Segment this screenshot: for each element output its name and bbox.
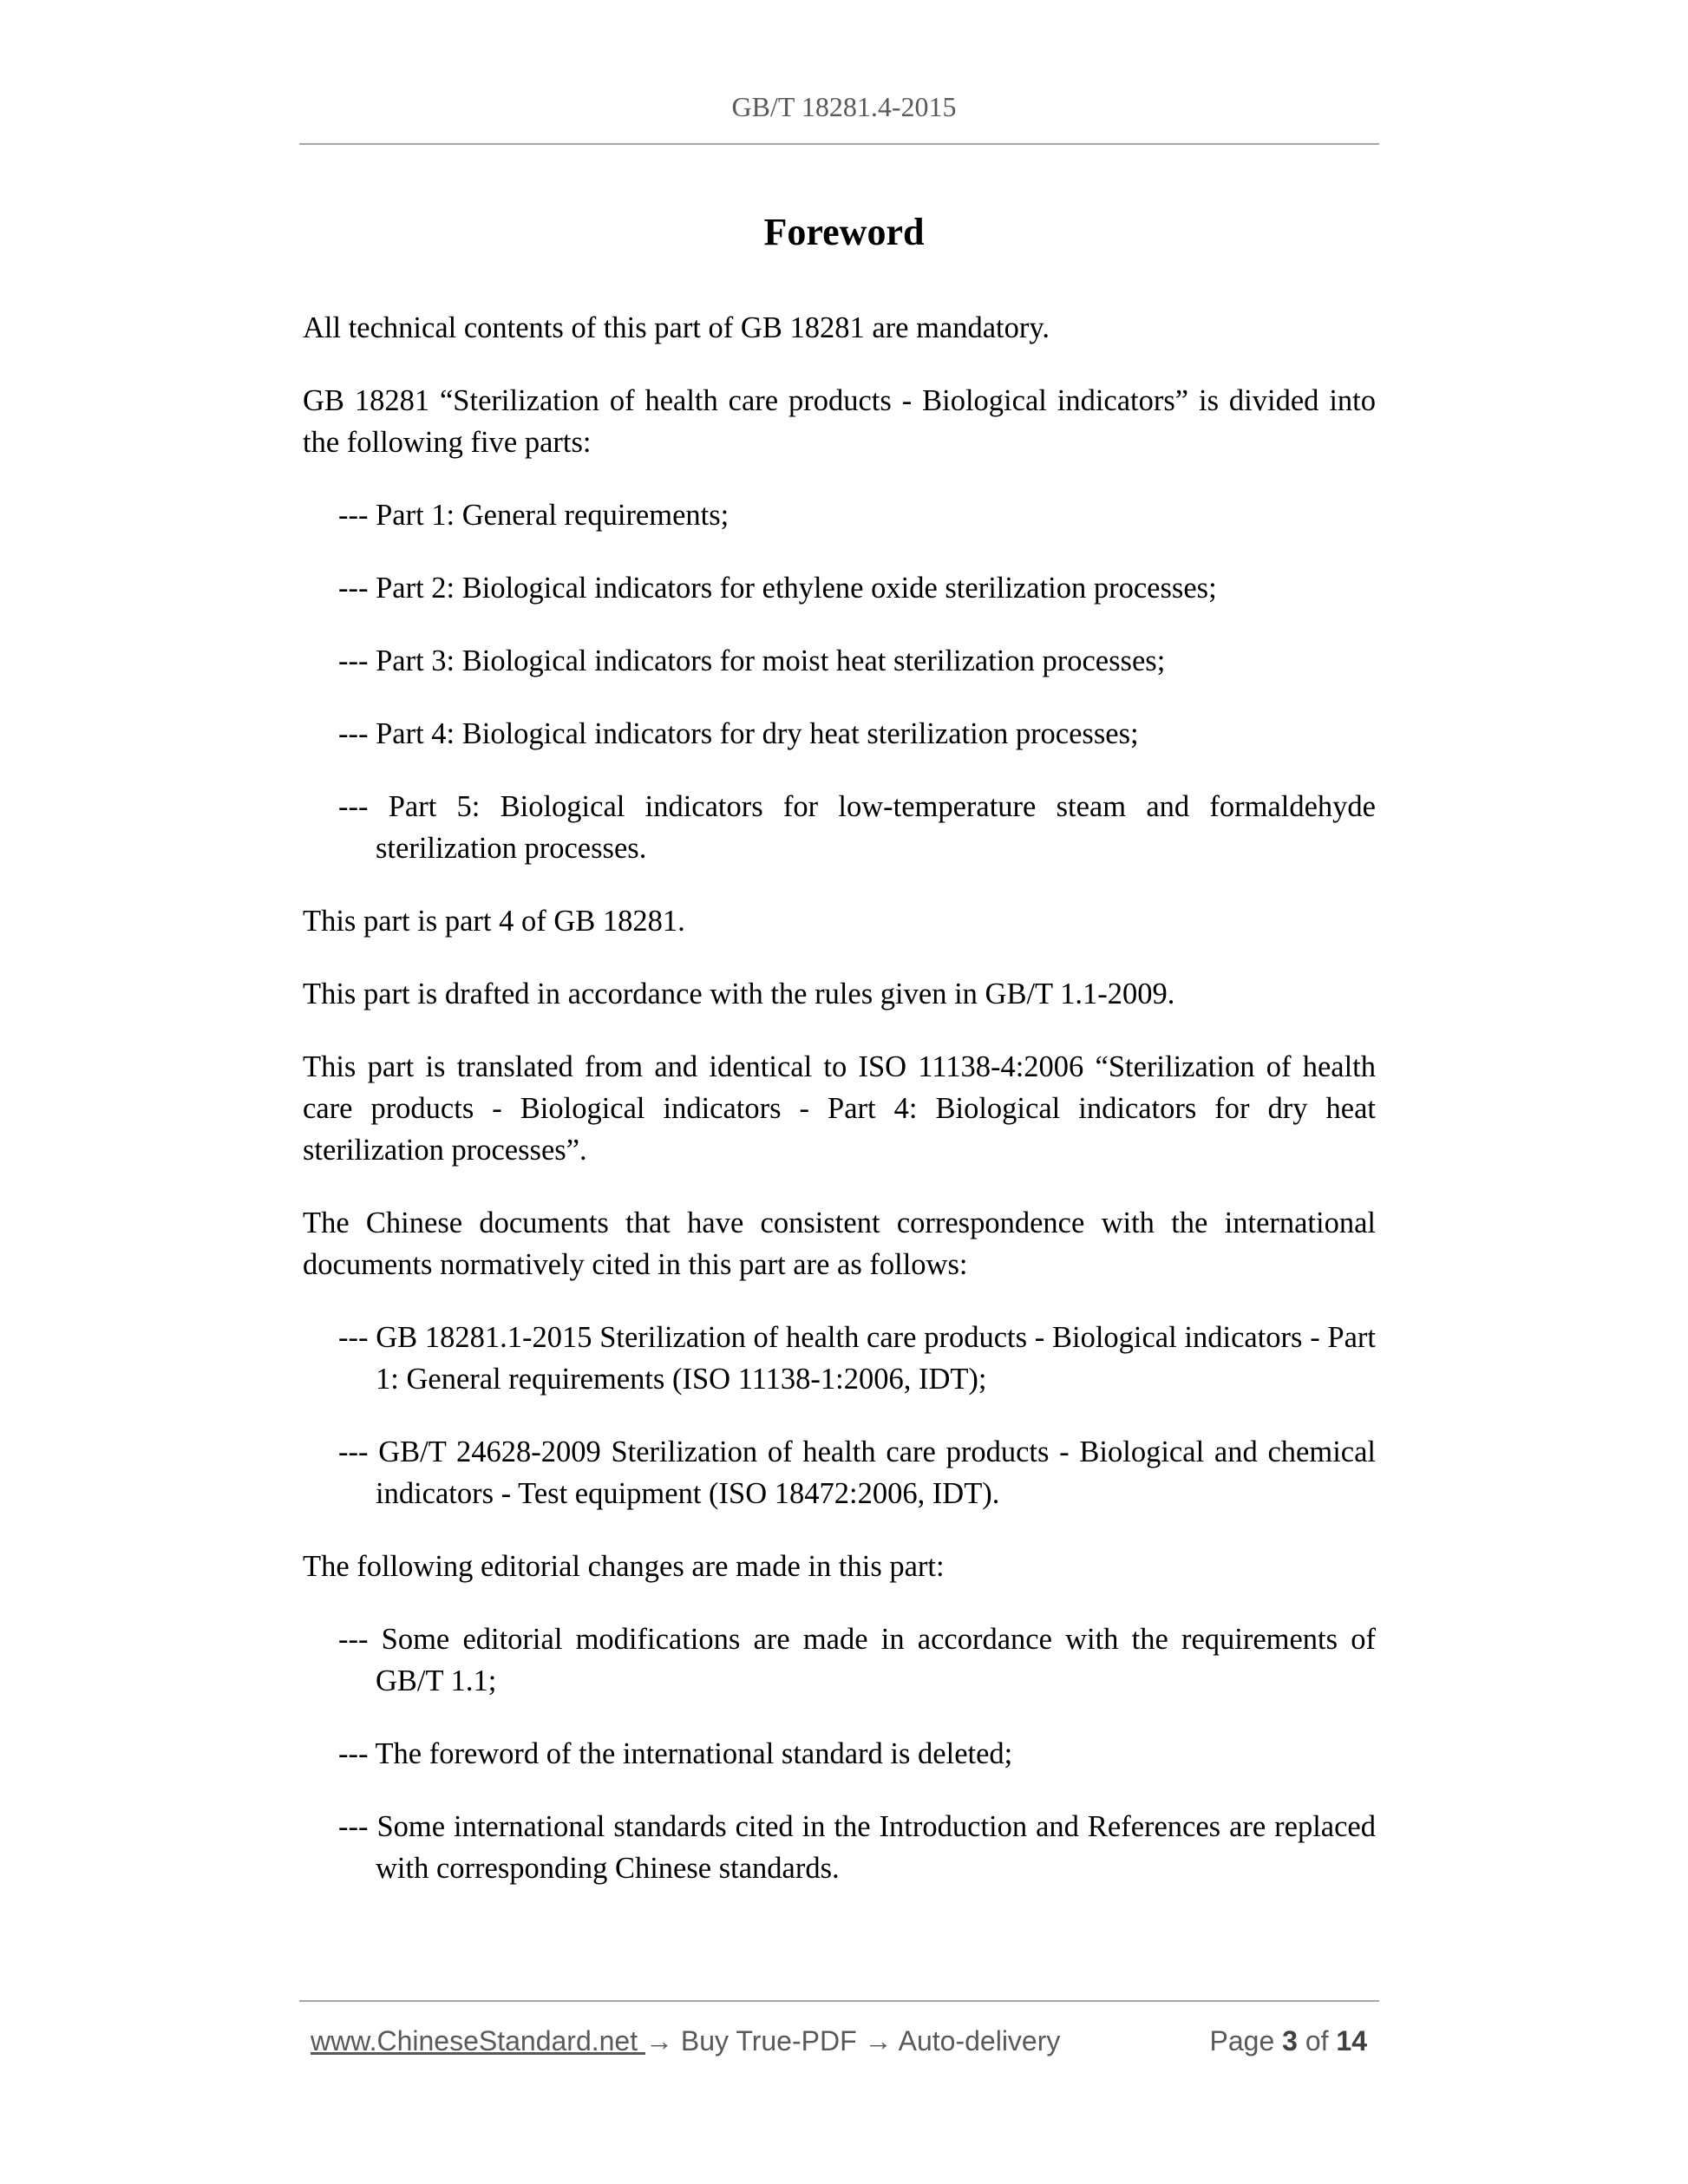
- footer-divider: [299, 2000, 1379, 2002]
- page-label: Page: [1209, 2025, 1275, 2056]
- list-item: --- Part 1: General requirements;: [338, 499, 730, 532]
- list-item: --- GB/T 24628-2009 Sterilization of health care products - Biological and chemical indicators - Test equipment (ISO 18472:2006, IDT).: [338, 1435, 1376, 1510]
- paragraph: The Chinese documents that have consistent correspondence with the international documents normatively cited in this part are as follows:: [303, 1206, 1376, 1281]
- list-item: --- Some international standards cited in the Introduction and References are replaced with corresponding Chinese standards.: [338, 1810, 1376, 1885]
- paragraph: This part is translated from and identical to ISO 11138-4:2006 “Sterilization of health care products - Biological indicators - Part 4: Biological indicators for dry heat sterilization processes”.: [303, 1050, 1376, 1167]
- paragraph: The following editorial changes are made in this part:: [303, 1550, 945, 1583]
- list-item: --- The foreword of the international standard is deleted;: [338, 1737, 1013, 1770]
- list-item: --- GB 18281.1-2015 Sterilization of health care products - Biological indicators - Part 1: General requirements (ISO 11138-1:2006, IDT);: [338, 1321, 1376, 1396]
- page-number: [1210, 2021, 1367, 2061]
- footer-tagline: → Buy True-PDF → Auto-delivery: [645, 2025, 1061, 2056]
- list-item: --- Some editorial modifications are made in accordance with the requirements of GB/T 1.1;: [338, 1623, 1376, 1697]
- website-link[interactable]: www.ChineseStandard.net: [311, 2025, 645, 2056]
- paragraph: This part is drafted in accordance with the rules given in GB/T 1.1-2009.: [303, 978, 1175, 1010]
- list-item: --- Part 2: Biological indicators for ethylene oxide sterilization processes;: [338, 572, 1217, 605]
- paragraph: This part is part 4 of GB 18281.: [303, 905, 685, 938]
- list-item: --- Part 4: Biological indicators for dry heat sterilization processes;: [338, 717, 1139, 750]
- page-of-label: of: [1305, 2025, 1329, 2056]
- list-item: --- Part 5: Biological indicators for low-temperature steam and formaldehyde sterilization processes.: [338, 790, 1376, 865]
- section-heading: Foreword: [763, 211, 925, 253]
- header-divider: [299, 143, 1379, 145]
- paragraph: GB 18281 “Sterilization of health care products - Biological indicators” is divided into the following five parts:: [303, 384, 1376, 459]
- page-footer: [311, 2021, 1373, 2061]
- paragraph: All technical contents of this part of GB 18281 are mandatory.: [303, 311, 1050, 344]
- footer-left: [311, 2021, 1060, 2061]
- header-standard-number: GB/T 18281.4-2015: [731, 91, 957, 122]
- page-current: 3: [1282, 2025, 1298, 2056]
- page-total: 14: [1336, 2025, 1367, 2056]
- list-item: --- Part 3: Biological indicators for moist heat sterilization processes;: [338, 644, 1166, 677]
- body-content: [303, 307, 1376, 1920]
